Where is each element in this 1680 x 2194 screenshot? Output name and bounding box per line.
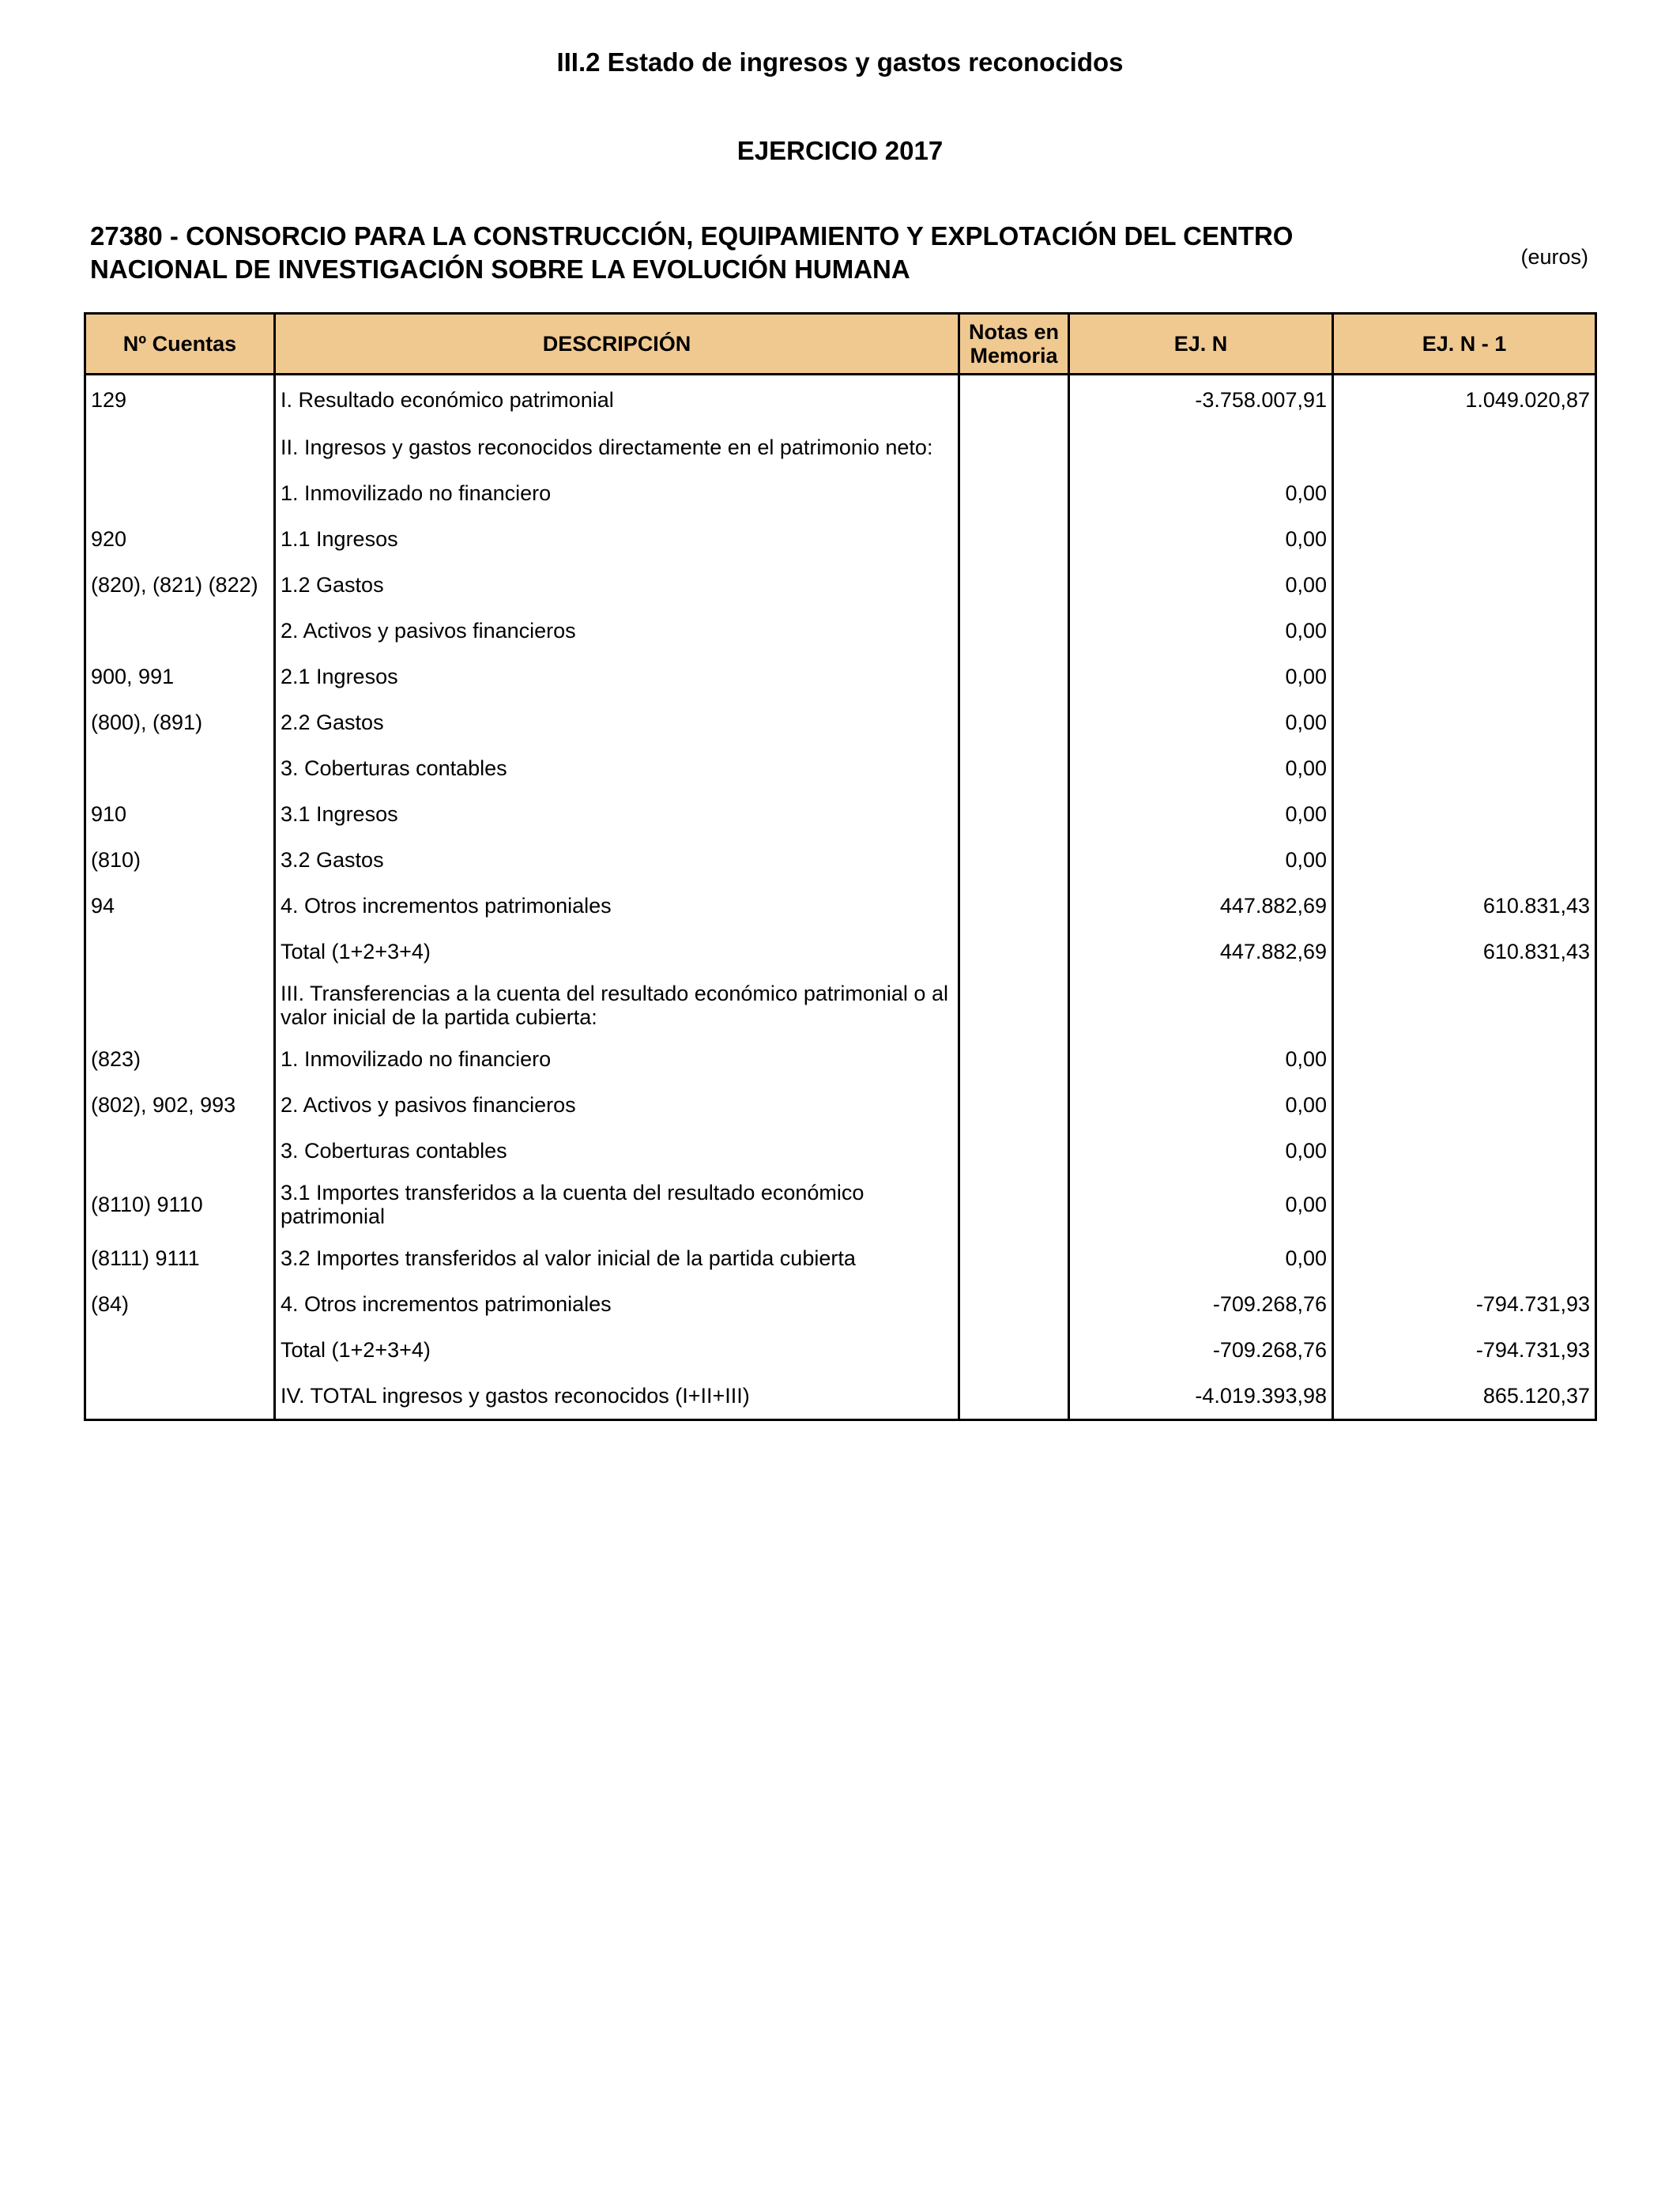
account-cell: (823)	[85, 1036, 275, 1082]
notes-cell	[959, 929, 1069, 974]
account-cell	[85, 745, 275, 791]
account-cell	[85, 608, 275, 654]
table-row	[85, 883, 1596, 929]
description-cell: 3. Coberturas contables	[275, 745, 959, 791]
previous-year-value	[1333, 791, 1596, 837]
previous-year-value	[1333, 1036, 1596, 1082]
current-year-value: 0,00	[1069, 1174, 1333, 1235]
current-year-value	[1069, 424, 1333, 470]
previous-year-value	[1333, 654, 1596, 699]
notes-cell	[959, 654, 1069, 699]
table-row	[85, 562, 1596, 608]
account-cell: 920	[85, 516, 275, 562]
current-year-value: 0,00	[1069, 1235, 1333, 1281]
previous-year-value	[1333, 424, 1596, 470]
current-year-value: 0,00	[1069, 1036, 1333, 1082]
current-year-value: 447.882,69	[1069, 883, 1333, 929]
current-year-value: 0,00	[1069, 608, 1333, 654]
table-row	[85, 974, 1596, 1036]
notes-cell	[959, 883, 1069, 929]
current-year-value: 0,00	[1069, 745, 1333, 791]
previous-year-value	[1333, 1082, 1596, 1128]
table-row	[85, 745, 1596, 791]
description-cell: 2.1 Ingresos	[275, 654, 959, 699]
account-cell	[85, 1327, 275, 1373]
current-year-value: -709.268,76	[1069, 1327, 1333, 1373]
table-row	[85, 1174, 1596, 1235]
previous-year-value: 610.831,43	[1333, 883, 1596, 929]
account-cell: 94	[85, 883, 275, 929]
notes-cell	[959, 699, 1069, 745]
document-title: III.2 Estado de ingresos y gastos reconocidos	[556, 47, 1124, 77]
previous-year-value: -794.731,93	[1333, 1281, 1596, 1327]
description-cell: 4. Otros incrementos patrimoniales	[275, 883, 959, 929]
table-row	[85, 1327, 1596, 1373]
header-accounts: Nº Cuentas	[85, 314, 275, 375]
header-notes-line-1: Notas en	[968, 320, 1060, 344]
current-year-value: 0,00	[1069, 699, 1333, 745]
notes-cell	[959, 1128, 1069, 1174]
table-row	[85, 699, 1596, 745]
account-cell	[85, 929, 275, 974]
account-cell: (810)	[85, 837, 275, 883]
previous-year-value	[1333, 745, 1596, 791]
previous-year-value	[1333, 1128, 1596, 1174]
description-cell: 3.1 Ingresos	[275, 791, 959, 837]
table-row	[85, 1128, 1596, 1174]
current-year-value: 0,00	[1069, 654, 1333, 699]
previous-year-value	[1333, 837, 1596, 883]
table-row	[85, 516, 1596, 562]
current-year-value: 0,00	[1069, 516, 1333, 562]
entity-name-line-1: 27380 - CONSORCIO PARA LA CONSTRUCCIÓN, EQUIPAMIENTO Y EXPLOTACIÓN DEL CENTRO	[90, 221, 1294, 251]
account-cell	[85, 1373, 275, 1420]
previous-year-value	[1333, 608, 1596, 654]
notes-cell	[959, 562, 1069, 608]
current-year-value: -3.758.007,91	[1069, 375, 1333, 425]
notes-cell	[959, 1281, 1069, 1327]
description-cell: 1. Inmovilizado no financiero	[275, 1036, 959, 1082]
description-cell: 2.2 Gastos	[275, 699, 959, 745]
notes-cell	[959, 1327, 1069, 1373]
table-body	[85, 375, 1596, 1420]
description-cell: IV. TOTAL ingresos y gastos reconocidos (I+II+III)	[275, 1373, 959, 1420]
table-row	[85, 1373, 1596, 1420]
notes-cell	[959, 745, 1069, 791]
description-cell: 2. Activos y pasivos financieros	[275, 1082, 959, 1128]
account-cell: 129	[85, 375, 275, 425]
table-row	[85, 929, 1596, 974]
previous-year-value: -794.731,93	[1333, 1327, 1596, 1373]
previous-year-value	[1333, 1235, 1596, 1281]
account-cell: 910	[85, 791, 275, 837]
current-year-value: 0,00	[1069, 791, 1333, 837]
table-row	[85, 837, 1596, 883]
description-cell: 4. Otros incrementos patrimoniales	[275, 1281, 959, 1327]
description-cell: I. Resultado económico patrimonial	[275, 375, 959, 425]
previous-year-value	[1333, 974, 1596, 1036]
table-row	[85, 608, 1596, 654]
account-cell: (8111) 9111	[85, 1235, 275, 1281]
description-cell: 2. Activos y pasivos financieros	[275, 608, 959, 654]
current-year-value: 0,00	[1069, 837, 1333, 883]
notes-cell	[959, 974, 1069, 1036]
header-notes	[959, 314, 1069, 375]
account-cell	[85, 1128, 275, 1174]
fiscal-year-label: EJERCICIO 2017	[736, 136, 944, 165]
previous-year-value	[1333, 562, 1596, 608]
income-expense-statement-table	[84, 312, 1597, 1421]
table-row	[85, 1281, 1596, 1327]
header-description: DESCRIPCIÓN	[275, 314, 959, 375]
table-row	[85, 375, 1596, 425]
table-header-row	[85, 314, 1596, 375]
current-year-value: 0,00	[1069, 562, 1333, 608]
account-cell	[85, 974, 275, 1036]
current-year-value: -4.019.393,98	[1069, 1373, 1333, 1420]
table-row	[85, 424, 1596, 470]
entity-name-line-2: NACIONAL DE INVESTIGACIÓN SOBRE LA EVOLUCIÓN HUMANA	[90, 254, 910, 284]
notes-cell	[959, 791, 1069, 837]
notes-cell	[959, 470, 1069, 516]
header-current-year: EJ. N	[1069, 314, 1333, 375]
account-cell	[85, 424, 275, 470]
header-previous-year: EJ. N - 1	[1333, 314, 1596, 375]
table-row	[85, 470, 1596, 516]
notes-cell	[959, 608, 1069, 654]
notes-cell	[959, 424, 1069, 470]
notes-cell	[959, 1082, 1069, 1128]
current-year-value	[1069, 974, 1333, 1036]
description-cell: II. Ingresos y gastos reconocidos directamente en el patrimonio neto:	[275, 424, 959, 470]
description-cell: 3.2 Importes transferidos al valor inicial de la partida cubierta	[275, 1235, 959, 1281]
previous-year-value	[1333, 470, 1596, 516]
account-cell: (820), (821) (822)	[85, 562, 275, 608]
table-row	[85, 1235, 1596, 1281]
description-cell: 1.1 Ingresos	[275, 516, 959, 562]
description-cell: III. Transferencias a la cuenta del resultado económico patrimonial o al valor inicial de la partida cubierta:	[275, 974, 959, 1036]
description-cell: Total (1+2+3+4)	[275, 929, 959, 974]
account-cell	[85, 470, 275, 516]
previous-year-value: 1.049.020,87	[1333, 375, 1596, 425]
notes-cell	[959, 1235, 1069, 1281]
description-cell: 3.2 Gastos	[275, 837, 959, 883]
previous-year-value	[1333, 516, 1596, 562]
notes-cell	[959, 1373, 1069, 1420]
account-cell: 900, 991	[85, 654, 275, 699]
table-row	[85, 654, 1596, 699]
table-row	[85, 1082, 1596, 1128]
account-cell: (800), (891)	[85, 699, 275, 745]
description-cell: Total (1+2+3+4)	[275, 1327, 959, 1373]
notes-cell	[959, 1174, 1069, 1235]
table-row	[85, 791, 1596, 837]
account-cell: (84)	[85, 1281, 275, 1327]
currency-units: (euros)	[1520, 245, 1588, 269]
entity-name	[90, 220, 1433, 286]
previous-year-value	[1333, 1174, 1596, 1235]
current-year-value: 0,00	[1069, 1082, 1333, 1128]
notes-cell	[959, 1036, 1069, 1082]
description-cell: 1. Inmovilizado no financiero	[275, 470, 959, 516]
account-cell: (802), 902, 993	[85, 1082, 275, 1128]
description-cell: 1.2 Gastos	[275, 562, 959, 608]
previous-year-value	[1333, 699, 1596, 745]
notes-cell	[959, 516, 1069, 562]
description-cell: 3. Coberturas contables	[275, 1128, 959, 1174]
description-cell: 3.1 Importes transferidos a la cuenta del resultado económico patrimonial	[275, 1174, 959, 1235]
account-cell: (8110) 9110	[85, 1174, 275, 1235]
current-year-value: 447.882,69	[1069, 929, 1333, 974]
table-row	[85, 1036, 1596, 1082]
previous-year-value: 865.120,37	[1333, 1373, 1596, 1420]
current-year-value: 0,00	[1069, 470, 1333, 516]
header-notes-line-2: Memoria	[970, 344, 1058, 368]
notes-cell	[959, 375, 1069, 425]
previous-year-value: 610.831,43	[1333, 929, 1596, 974]
current-year-value: -709.268,76	[1069, 1281, 1333, 1327]
current-year-value: 0,00	[1069, 1128, 1333, 1174]
notes-cell	[959, 837, 1069, 883]
